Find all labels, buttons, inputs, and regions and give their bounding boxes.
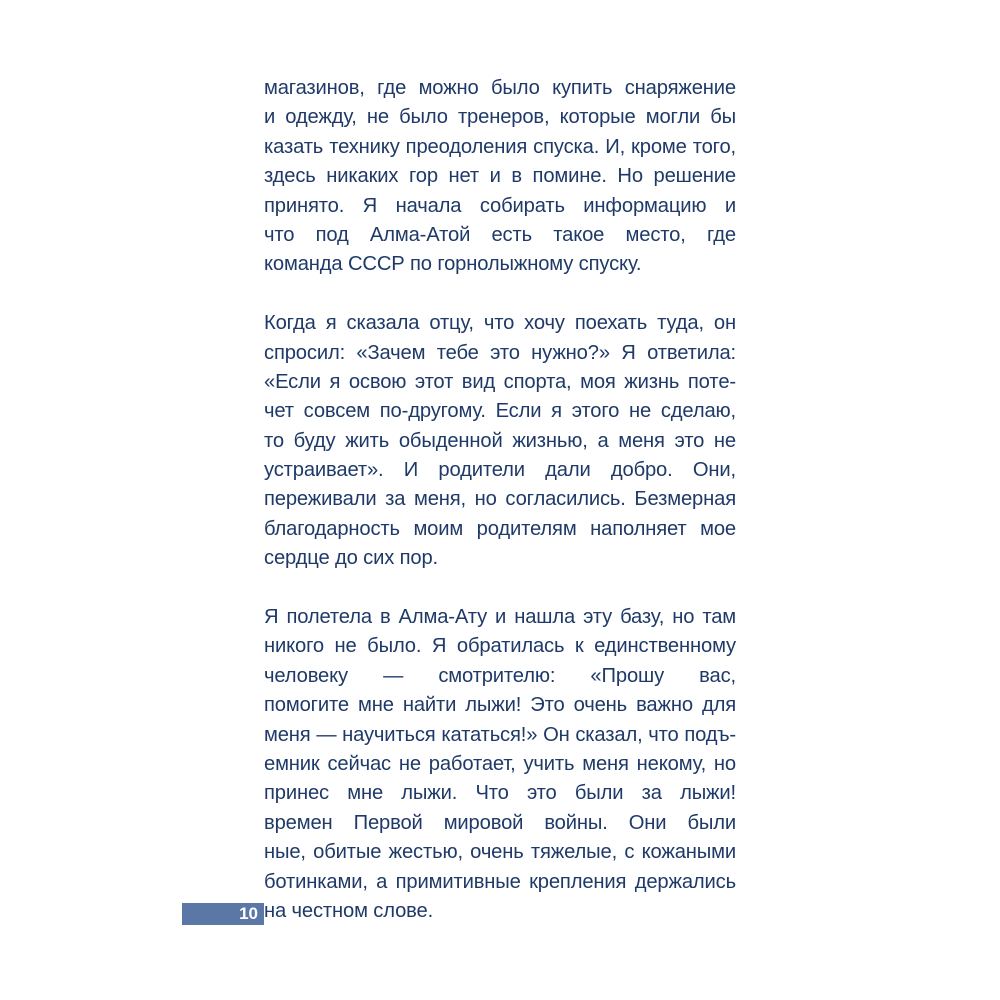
text-line: здесь никаких гор нет и в помине. Но решение <box>264 165 736 188</box>
text-line: спросил: «Зачем тебе это нужно?» Я ответила: <box>264 341 736 364</box>
paragraph-gap <box>264 280 736 309</box>
text-line: ные, обитые жестью, очень тяжелые, с кожаными <box>264 841 736 864</box>
text-line: сердце до сих пор. <box>264 547 439 570</box>
paragraph-gap <box>264 574 736 603</box>
text-line: то буду жить обыденной жизнью, а меня это не <box>264 429 736 452</box>
text-line: принес мне лыжи. Что это были за лыжи! <box>264 782 736 805</box>
text-line: ботинками, а примитивные крепления держались <box>264 870 736 893</box>
text-line: магазинов, где можно было купить снаряжение <box>264 77 736 99</box>
text-line: принято. Я начала собирать информацию и <box>264 194 736 217</box>
page-number: 10 <box>239 904 258 923</box>
text-line: меня — научиться кататься!» Он сказал, что подъ- <box>264 723 736 746</box>
text-line: на честном слове. <box>264 899 434 922</box>
text-line: «Если я освою этот вид спорта, моя жизнь потe- <box>264 370 736 393</box>
paragraph-3 <box>264 603 736 926</box>
page-number-bar <box>182 903 264 925</box>
text-line: устраивает». И родители дали добро. Они, <box>264 459 736 482</box>
text-line: чет совсем по-другому. Если я этого не сделаю, <box>264 400 736 423</box>
text-line: времен Первой мировой войны. Они были <box>264 811 736 834</box>
text-line: что под Алма-Атой есть такое место, где <box>264 223 736 246</box>
text-line: Я полетела в Алма-Ату и нашла эту базу, но там <box>264 606 736 629</box>
text-line: Когда я сказала отцу, что хочу поехать туда, он <box>264 312 736 335</box>
text-line: емник сейчас не работает, учить меня некому, но <box>264 752 736 775</box>
text-line: и одежду, не было тренеров, которые могли бы <box>264 106 736 129</box>
text-line: благодарность моим родителям наполняет мое <box>264 517 736 540</box>
text-line: команда СССР по горнолыжному спуску. <box>264 253 642 276</box>
text-line: переживали за меня, но согласились. Безмерная <box>264 488 736 511</box>
body-text <box>264 74 736 926</box>
paragraph-1 <box>264 74 736 280</box>
text-line: помогите мне найти лыжи! Это очень важно для <box>264 694 736 717</box>
text-line: никого не было. Я обратилась к единственному <box>264 635 736 658</box>
text-line: казать технику преодоления спуска. И, кроме того, <box>264 135 736 158</box>
text-line: человеку — смотрителю: «Прошу вас, <box>264 664 736 687</box>
paragraph-2 <box>264 309 736 574</box>
